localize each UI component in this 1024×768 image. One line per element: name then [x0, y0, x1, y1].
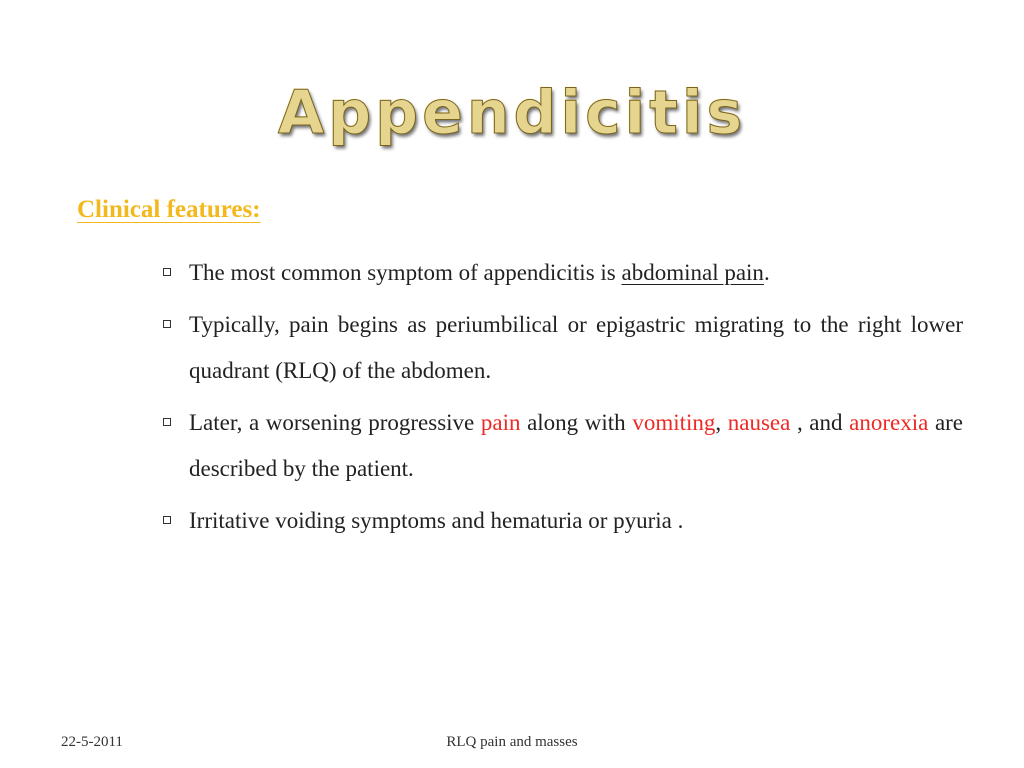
hollow-square-bullet-icon — [163, 320, 171, 328]
bullet-text: . — [763, 260, 770, 285]
highlight-vomiting: vomiting — [632, 410, 716, 435]
highlight-pain: pain — [480, 410, 521, 435]
footer-date: 22-5-2011 — [61, 734, 123, 750]
bullet-text: , and — [790, 410, 850, 435]
footer-title: RLQ pain and masses — [446, 734, 578, 750]
bullet-text: along with — [520, 410, 633, 435]
highlight-nausea: nausea — [727, 410, 791, 435]
bullet-text: are described by the patient. — [189, 410, 964, 481]
bullet-text: Later, a worsening progressive — [189, 410, 481, 435]
section-subheading: Clinical features: — [77, 196, 261, 223]
bullet-item-common-symptom — [160, 250, 963, 296]
bullet-item-pain-migration — [160, 302, 963, 394]
hollow-square-bullet-icon — [163, 516, 171, 524]
highlight-anorexia: anorexia — [849, 410, 929, 435]
bullet-item-progression — [160, 400, 963, 492]
bullet-text: , — [715, 410, 728, 435]
slide-title: Appendicitis — [277, 78, 747, 148]
bullet-text: The most common symptom of appendicitis is — [189, 260, 622, 285]
bullet-text: Typically, pain begins as periumbilical or epigastric migrating to the right lower quadrant (RLQ) of the abdomen. — [189, 312, 963, 383]
bullet-text: Irritative voiding symptoms and hematuria or pyuria . — [189, 508, 684, 533]
hollow-square-bullet-icon — [163, 418, 171, 426]
bullet-list — [160, 250, 963, 550]
hollow-square-bullet-icon — [163, 268, 171, 276]
abdominal-pain-link[interactable]: abdominal pain — [621, 260, 764, 285]
bullet-item-voiding — [160, 498, 963, 544]
